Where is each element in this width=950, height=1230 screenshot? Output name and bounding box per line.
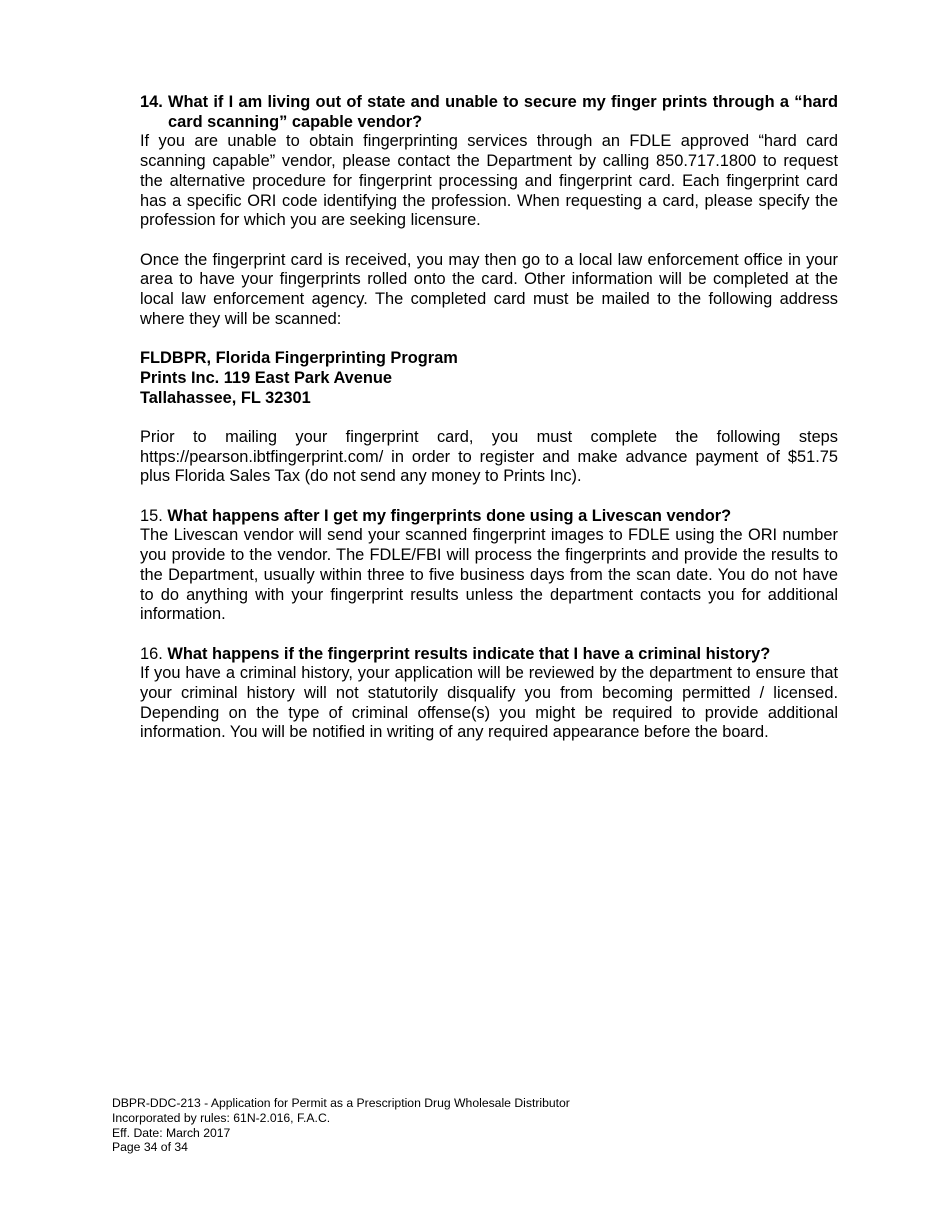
question-14-heading bbox=[140, 93, 838, 132]
address-line-3: Tallahassee, FL 32301 bbox=[140, 388, 311, 407]
mailing-address bbox=[140, 349, 838, 408]
question-15-answer: The Livescan vendor will send your scanned fingerprint images to FDLE using the ORI number you provide to the vendor. The FDLE/FBI will process the fingerprints and provide the results to the Department, usually within three to five business days from the scan date. You do not have to do anything with your fingerprint results unless the department contacts you for additional information. bbox=[140, 526, 838, 624]
question-15-heading bbox=[140, 507, 838, 527]
question-15-number: 15. bbox=[140, 506, 163, 525]
question-16-heading bbox=[140, 645, 838, 665]
footer-effective-date: Eff. Date: March 2017 bbox=[112, 1125, 231, 1140]
question-14-paragraph-1: If you are unable to obtain fingerprinting services through an FDLE approved “hard card scanning capable” vendor, please contact the Department by calling 850.717.1800 to request the alternative procedure for fingerprint processing and fingerprint card. Each fingerprint card has a specific ORI code identifying the profession. When requesting a card, please specify the profession for which you are seeking licensure. bbox=[140, 132, 838, 230]
document-body bbox=[140, 93, 838, 743]
question-14-title: What if I am living out of state and unable to secure my finger prints through a “hard card scanning” capable vendor? bbox=[168, 93, 838, 131]
question-16-title: What happens if the fingerprint results indicate that I have a criminal history? bbox=[167, 644, 771, 663]
question-15-title: What happens after I get my fingerprints done using a Livescan vendor? bbox=[167, 506, 732, 525]
footer-rules: Incorporated by rules: 61N-2.016, F.A.C. bbox=[112, 1110, 331, 1125]
page-footer bbox=[112, 1096, 570, 1155]
question-16-answer: If you have a criminal history, your application will be reviewed by the department to ensure that your criminal history will not statutorily disqualify you from becoming permitted / licensed. Depending on the type of criminal offense(s) you might be required to provide additional information. You will be notified in writing of any required appearance before the board. bbox=[140, 664, 838, 742]
question-14-number: 14. bbox=[140, 93, 163, 111]
footer-page-number: Page 34 of 34 bbox=[112, 1140, 188, 1155]
address-line-2: Prints Inc. 119 East Park Avenue bbox=[140, 368, 393, 387]
footer-form-title: DBPR-DDC-213 - Application for Permit as a Prescription Drug Wholesale Distributor bbox=[112, 1096, 570, 1110]
address-line-1: FLDBPR, Florida Fingerprinting Program bbox=[140, 349, 458, 368]
question-14-paragraph-2: Once the fingerprint card is received, you may then go to a local law enforcement office in your area to have your fingerprints rolled onto the card. Other information will be completed at the local law enforcement agency. The completed card must be mailed to the following address where they will be scanned: bbox=[140, 250, 838, 328]
question-14-paragraph-3: Prior to mailing your fingerprint card, you must complete the following steps https://pearson.ibtfingerprint.com/ in order to register and make advance payment of $51.75 plus Florida Sales Tax (do not send any money to Prints Inc). bbox=[140, 427, 838, 486]
question-16-number: 16. bbox=[140, 644, 163, 663]
